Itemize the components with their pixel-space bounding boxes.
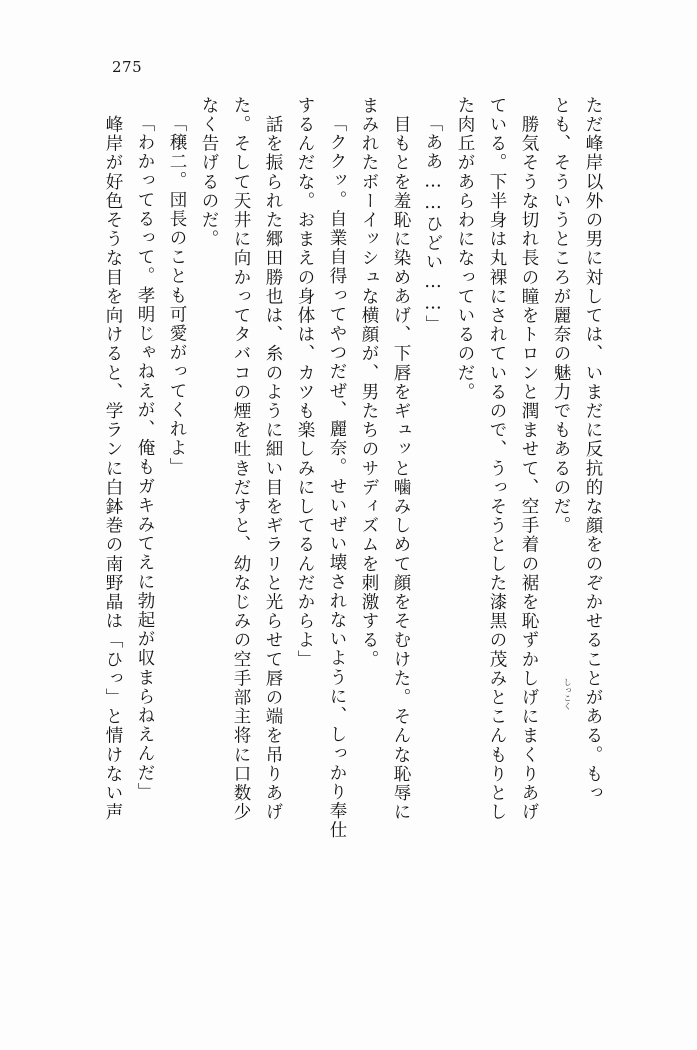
text-column: するんだな。おまえの身体は、カツも楽しみにしてるんだからよ」 (295, 96, 315, 669)
text-column: ている。下半身は丸裸にされているので、うっそうとした漆黒の茂みとこんもりとし (487, 96, 507, 822)
text-column: 勝気そうな切れ長の瞳をトロンと潤ませて、空手着の裾を恥ずかしげにまくりあげ (519, 96, 539, 822)
text-column: まみれたボーイッシュな横顔が、男たちのサディズムを刺激する。 (359, 96, 379, 669)
text-column: 話を振られた郷田勝也は、糸のように細い目をギラリと光らせて唇の端を吊りあげ (263, 96, 283, 822)
text-column: た。そして天井に向かってタバコの煙を吐きだすと、幼なじみの空手部主将に口数少 (231, 96, 251, 822)
text-column: 「わかってるって。孝明じゃねえが、俺もガキみてえに勃起が収まらねえんだ」 (135, 114, 155, 802)
vertical-text-body (103, 96, 603, 951)
text-column: 「ククッ。自業自得ってやつだぜ、麗奈。せいぜい壊されないように、しっかり奉仕 (327, 114, 347, 840)
text-column: ただ峰岸以外の男に対しては、いまだに反抗的な顔をのぞかせることがある。もっ (583, 96, 603, 803)
text-column: た肉丘があらわになっているのだ。 (455, 96, 475, 402)
text-column: とも、そういうところが麗奈の魅力でもあるのだ。 (551, 96, 571, 536)
text-column: 目もとを羞恥に染めあげ、下唇をギュッと噛みしめて顔をそむけた。そんな恥辱に (391, 96, 411, 822)
text-column: 「穣二。団長のことも可愛がってくれよ」 (167, 114, 187, 477)
page-number: 275 (112, 58, 143, 76)
text-column: 「ああ……ひどい……」 (423, 114, 443, 335)
text-column: なく告げるのだ。 (199, 96, 219, 249)
text-column: 峰岸が好色そうな目を向けると、学ランに白鉢巻の南野晶は「ひっ」と情けない声 (103, 96, 123, 822)
ruby-annotation-shikkoku: しっこく (563, 678, 572, 710)
